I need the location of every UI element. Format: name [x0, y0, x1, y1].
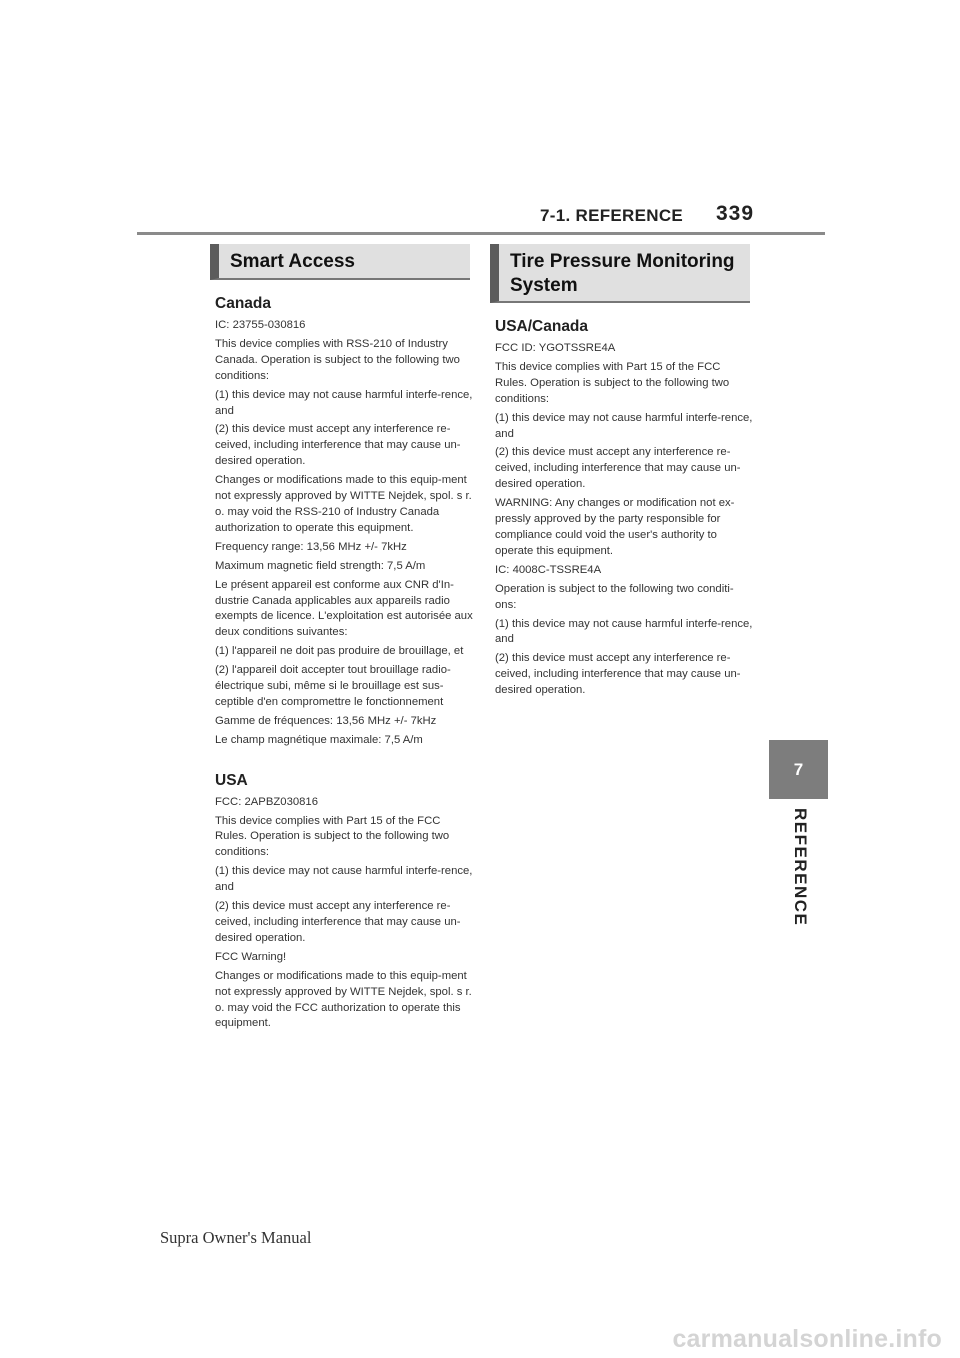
running-header-section: 7-1. REFERENCE: [540, 206, 684, 225]
right-column-body: [495, 317, 753, 702]
body-paragraph: WARNING: Any changes or modification not ex-pressly approved by the party responsible for compliance could void the user's authority to operate this equipment.: [495, 497, 735, 557]
body-paragraph: (2) this device must accept any interference re-ceived, including interference that may cause un-desired operation.: [495, 652, 741, 697]
body-paragraph: Le champ magnétique maximale: 7,5 A/m: [215, 733, 423, 746]
body-paragraph: (2) this device must accept any interference re-ceived, including interference that may cause un-desired operation.: [495, 446, 741, 491]
subsection-heading-usa-canada: USA/Canada: [495, 318, 589, 335]
subsection-heading-canada: Canada: [215, 295, 271, 312]
usa-canada-paragraphs: [495, 341, 753, 699]
body-paragraph: FCC: 2APBZ030816: [215, 795, 318, 808]
chapter-tab: [769, 740, 828, 799]
body-paragraph: FCC Warning!: [215, 950, 287, 963]
body-paragraph: This device complies with RSS-210 of Industry Canada. Operation is subject to the following two conditions:: [215, 337, 460, 382]
body-paragraph: IC: 23755-030816: [215, 319, 306, 331]
manual-title: Supra Owner's Manual: [160, 1228, 312, 1247]
chapter-number: 7: [793, 759, 804, 779]
subsection-heading-usa: USA: [215, 771, 248, 789]
body-paragraph: (2) this device must accept any interference re-ceived, including interference that may cause un-desired operation.: [215, 423, 461, 468]
body-paragraph: IC: 4008C-TSSRE4A: [495, 563, 602, 576]
canada-paragraphs: [215, 318, 473, 749]
body-paragraph: (1) this device may not cause harmful interfe-rence, and: [495, 411, 753, 440]
body-paragraph: (1) l'appareil ne doit pas produire de brouillage, et: [215, 645, 464, 658]
section-title: Smart Access: [230, 251, 355, 272]
left-column-body: [215, 294, 473, 1035]
section-title: Tire Pressure Monitoring System: [510, 251, 735, 296]
body-paragraph: (1) this device may not cause harmful interfe-rence, and: [215, 865, 473, 894]
body-paragraph: Le présent appareil est conforme aux CNR d'In-dustrie Canada applicables aux appareils radio exempts de licence. L'exploitation est autorisée aux deux conditions suivantes:: [215, 578, 473, 639]
body-paragraph: Frequency range: 13,56 MHz +/- 7kHz: [215, 540, 407, 553]
body-paragraph: Changes or modifications made to this equip-ment not expressly approved by WITTE Nejdek, spol. s r. o. may void the FCC authorization to operate this equipment.: [215, 969, 472, 1030]
chapter-side-label: REFERENCE: [791, 808, 810, 927]
body-paragraph: Changes or modifications made to this equip-ment not expressly approved by WITTE Nejdek, spol. s r. o. may void the RSS-210 of Industry Canada authorization to operate this equipment.: [215, 474, 472, 534]
usa-paragraphs: [215, 795, 473, 1033]
body-paragraph: (1) this device may not cause harmful interfe-rence, and: [495, 617, 753, 646]
header-divider: [137, 232, 825, 235]
body-paragraph: (2) this device must accept any interference re-ceived, including interference that may cause un-desired operation.: [215, 900, 461, 944]
body-paragraph: Operation is subject to the following two conditi-ons:: [495, 582, 734, 611]
body-paragraph: This device complies with Part 15 of the FCC Rules. Operation is subject to the following two conditions:: [215, 814, 450, 859]
body-paragraph: FCC ID: YGOTSSRE4A: [495, 342, 616, 354]
body-paragraph: Gamme de fréquences: 13,56 MHz +/- 7kHz: [215, 714, 437, 727]
watermark: carmanualsonline.info: [672, 1325, 942, 1353]
section-header-smart-access: [210, 244, 470, 280]
body-paragraph: Maximum magnetic field strength: 7,5 A/m: [215, 559, 426, 572]
section-header-tpms: [490, 244, 750, 303]
body-paragraph: (1) this device may not cause harmful interfe-rence, and: [215, 388, 473, 417]
page-number: 339: [716, 202, 755, 225]
body-paragraph: (2) l'appareil doit accepter tout brouillage radio-électrique subi, même si le brouillage est sus-ceptible d'en compromettre le fonctionnement: [215, 664, 451, 708]
body-paragraph: This device complies with Part 15 of the FCC Rules. Operation is subject to the following two conditions:: [495, 360, 730, 405]
